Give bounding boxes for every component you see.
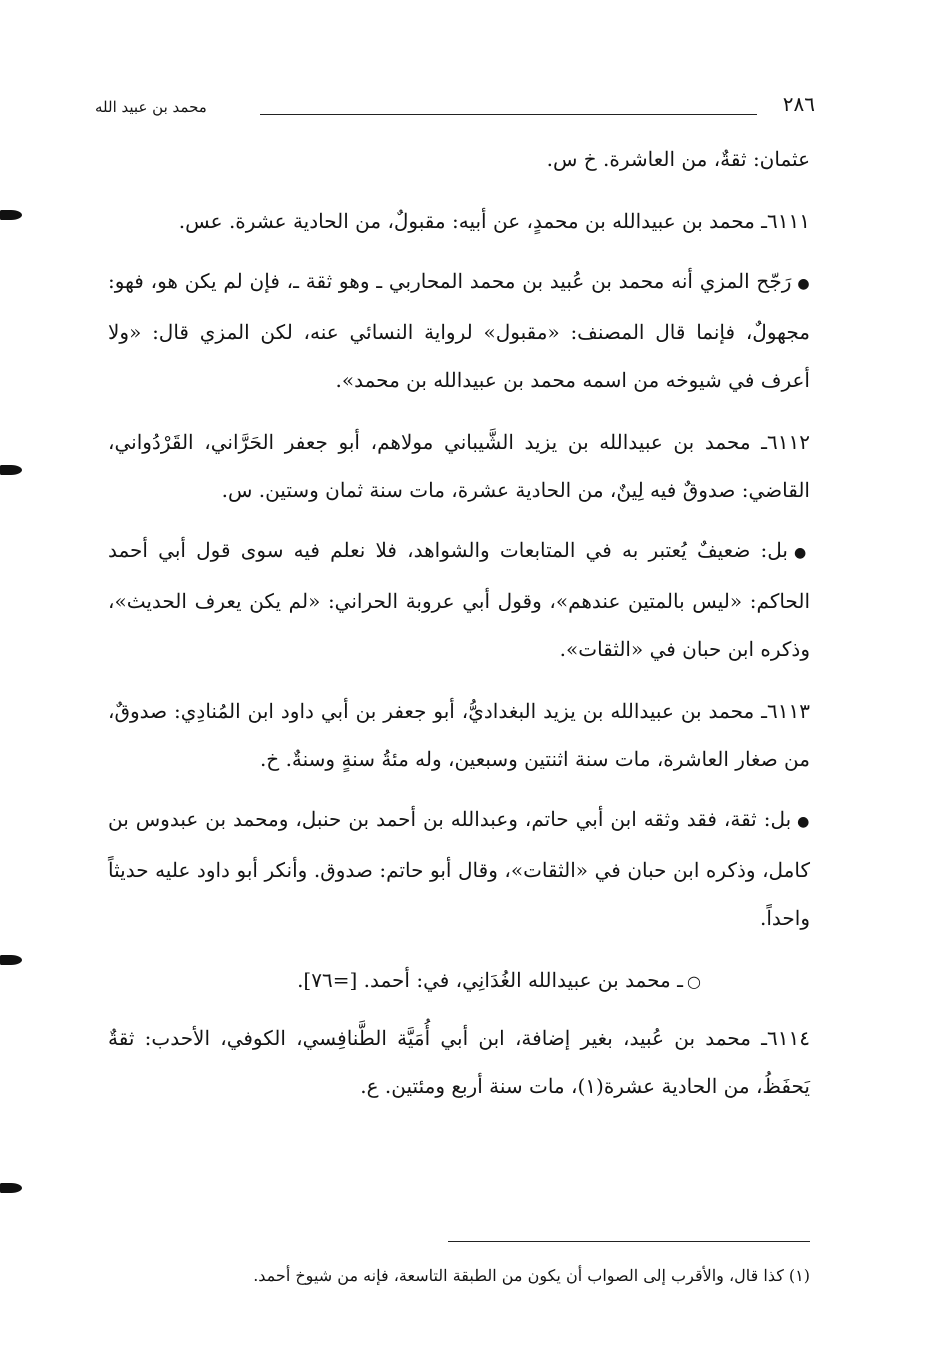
footnote-rule — [448, 1241, 810, 1242]
bullet-icon: ● — [797, 814, 810, 830]
note-text: بل: ضعيفٌ يُعتبر به في المتابعات والشواهد، فلا نعلم فيه سوى قول أبي أحمد الحاكم: «ليس بالمتين عندهم»، وقول أبي عروبة الحراني: «لم يكن يعرف الحديث»، وذكره ابن حبان في «الثقات». — [108, 538, 810, 661]
note-6111 — [108, 257, 810, 404]
cross-reference — [108, 956, 810, 1006]
reference-text: ـ محمد بن عبيدالله الغُدَانِي، في: أحمد. [=٧٦]. — [297, 968, 683, 992]
header-rule — [260, 114, 757, 115]
footnote: (١) كذا قال، والأقرب إلى الصواب أن يكون من الطبقة التاسعة، فإنه من شيوخ أحمد. — [253, 1266, 810, 1285]
note-text: بل: ثقة، فقد وثقه ابن أبي حاتم، وعبدالله بن أحمد بن حنبل، ومحمد بن عبدوس بن كامل، وذكره ابن حبان في «الثقات»، وقال أبو حاتم: صدوق. وأنكر أبو داود عليه حديثاً واحداً. — [108, 807, 810, 930]
page-body — [108, 135, 810, 1122]
scan-mark — [0, 955, 22, 965]
entry-6114: ٦١١٤ـ محمد بن عُبيد، بغير إضافة، ابن أبي أُمَيَّة الطَّنافِسي، الكوفي، الأحدب: ثقةٌ يَحفَظُ، من الحادية عشرة(١)، مات سنة أربع ومئتين. ع. — [108, 1026, 810, 1098]
circle-icon: ○ — [686, 972, 701, 991]
bullet-icon: ● — [793, 545, 810, 561]
note-6113 — [108, 795, 810, 942]
entry-6112: ٦١١٢ـ محمد بن عبيدالله بن يزيد الشَّيباني مولاهم، أبو جعفر الحَرَّاني، القَرْدُواني، القاضي: صدوقٌ فيه لِينٌ، من الحادية عشرة، مات سنة ثمان وستين. س. — [108, 430, 810, 502]
bullet-icon: ● — [797, 276, 810, 292]
page-header — [95, 90, 815, 122]
continuation-paragraph: عثمان: ثقةٌ، من العاشرة. خ س. — [546, 147, 810, 171]
entry-6113: ٦١١٣ـ محمد بن عبيدالله بن يزيد البغداديُّ، أبو جعفر بن أبي داود ابن المُنادِي: صدوقٌ، من صغار العاشرة، مات سنة اثنتين وسبعين، وله مئةُ سنةٍ وسنةٌ. خ. — [108, 699, 810, 771]
entry-6111: ٦١١١ـ محمد بن عبيدالله بن محمدٍ، عن أبيه: مقبولٌ، من الحادية عشرة. عس. — [178, 209, 810, 233]
scan-mark — [0, 210, 22, 220]
scan-mark — [0, 1183, 22, 1193]
note-6112 — [108, 526, 810, 673]
running-title: محمد بن عبيد الله — [95, 98, 207, 116]
note-text: رَجّح المزي أنه محمد بن عُبيد بن محمد المحاربي ـ وهو ثقة ـ، فإن لم يكن هو، فهو: مجهولٌ، فإنما قال المصنف: «مقبول» لرواية النسائي عنه، لكن المزي قال: «ولا أعرف في شيوخه من اسمه محمد بن عبيدالله بن محمد». — [108, 269, 810, 392]
page-number: ٢٨٦ — [782, 92, 815, 116]
scan-mark — [0, 465, 22, 475]
